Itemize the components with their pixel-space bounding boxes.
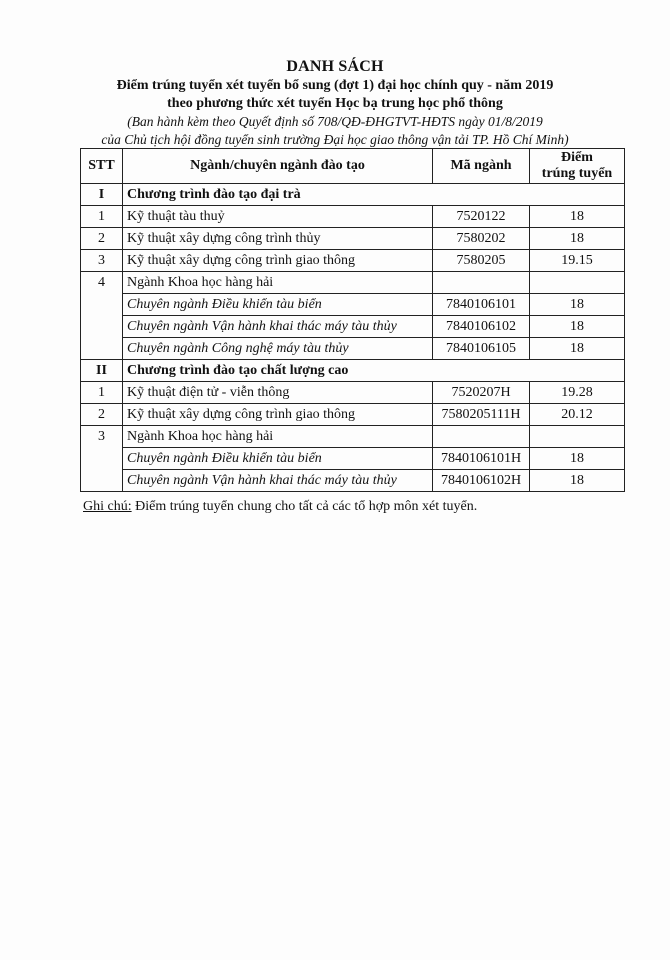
header-stt: STT (81, 149, 123, 184)
row-code: 7840106101H (433, 448, 530, 470)
row-code: 7580205 (433, 250, 530, 272)
row-stt: 1 (81, 382, 123, 404)
table-row (81, 404, 625, 426)
row-code: 7840106102H (433, 470, 530, 492)
row-code: 7840106102 (433, 316, 530, 338)
section-title: Chương trình đào tạo đại trà (123, 184, 625, 206)
header-score-line1: Điểm (561, 150, 593, 165)
section-title: Chương trình đào tạo chất lượng cao (123, 360, 625, 382)
row-score: 18 (530, 338, 625, 360)
row-name: Chuyên ngành Vận hành khai thác máy tàu thủy (123, 316, 433, 338)
row-score (530, 272, 625, 294)
table-row (81, 448, 625, 470)
table-row (81, 382, 625, 404)
row-code: 7840106105 (433, 338, 530, 360)
document-title: DANH SÁCH (286, 58, 384, 75)
header-score (530, 149, 625, 184)
row-stt: 1 (81, 206, 123, 228)
section-row (81, 184, 625, 206)
row-code: 7520122 (433, 206, 530, 228)
table-row (81, 228, 625, 250)
row-stt: 4 (81, 272, 123, 294)
row-stt: 2 (81, 404, 123, 426)
row-stt (81, 338, 123, 360)
table-row (81, 426, 625, 448)
document-note-2: của Chủ tịch hội đồng tuyển sinh trường Đại học giao thông vận tải TP. Hồ Chí Minh) (101, 132, 569, 147)
row-stt: 3 (81, 250, 123, 272)
section-row (81, 360, 625, 382)
footnote-label: Ghi chú: (83, 499, 132, 514)
row-name: Chuyên ngành Điều khiển tàu biển (123, 448, 433, 470)
header-name: Ngành/chuyên ngành đào tạo (123, 149, 433, 184)
row-code: 7520207H (433, 382, 530, 404)
row-score (530, 426, 625, 448)
table-row (81, 338, 625, 360)
row-name: Kỹ thuật tàu thuỷ (123, 206, 433, 228)
header-score-line2: trúng tuyển (541, 166, 613, 181)
row-score: 18 (530, 206, 625, 228)
row-score: 18 (530, 470, 625, 492)
footnote-text: Điểm trúng tuyển chung cho tất cả các tổ hợp môn xét tuyển. (131, 499, 478, 514)
admission-scores-table (80, 148, 625, 492)
row-code: 7580202 (433, 228, 530, 250)
row-name: Chuyên ngành Vận hành khai thác máy tàu thủy (123, 470, 433, 492)
table-row (81, 250, 625, 272)
row-name: Chuyên ngành Công nghệ máy tàu thủy (123, 338, 433, 360)
table-row (81, 316, 625, 338)
section-stt: II (81, 360, 123, 382)
table-row (81, 470, 625, 492)
document-subtitle-2: theo phương thức xét tuyển Học bạ trung học phổ thông (167, 96, 503, 111)
row-score: 18 (530, 448, 625, 470)
row-stt (81, 470, 123, 492)
row-stt (81, 316, 123, 338)
header-code: Mã ngành (433, 149, 530, 184)
row-name: Kỹ thuật xây dựng công trình giao thông (123, 250, 433, 272)
table-row (81, 272, 625, 294)
row-name: Kỹ thuật xây dựng công trình thủy (123, 228, 433, 250)
row-score: 19.15 (530, 250, 625, 272)
row-code: 7580205111H (433, 404, 530, 426)
footnote (83, 499, 477, 515)
row-score: 18 (530, 316, 625, 338)
row-stt: 3 (81, 426, 123, 448)
row-name: Ngành Khoa học hàng hải (123, 272, 433, 294)
row-name: Kỹ thuật điện tử - viễn thông (123, 382, 433, 404)
table-row (81, 294, 625, 316)
document-note-1: (Ban hành kèm theo Quyết định số 708/QĐ-ĐHGTVT-HĐTS ngày 01/8/2019 (127, 114, 543, 129)
row-stt (81, 294, 123, 316)
document-subtitle-1: Điểm trúng tuyển xét tuyển bổ sung (đợt 1) đại học chính quy - năm 2019 (116, 78, 554, 93)
row-code (433, 426, 530, 448)
table-header-row (81, 149, 625, 184)
row-score: 18 (530, 294, 625, 316)
row-score: 20.12 (530, 404, 625, 426)
row-name: Chuyên ngành Điều khiển tàu biển (123, 294, 433, 316)
row-name: Ngành Khoa học hàng hải (123, 426, 433, 448)
section-stt: I (81, 184, 123, 206)
row-name: Kỹ thuật xây dựng công trình giao thông (123, 404, 433, 426)
row-code (433, 272, 530, 294)
row-score: 19.28 (530, 382, 625, 404)
row-score: 18 (530, 228, 625, 250)
table-row (81, 206, 625, 228)
row-stt: 2 (81, 228, 123, 250)
row-stt (81, 448, 123, 470)
row-code: 7840106101 (433, 294, 530, 316)
